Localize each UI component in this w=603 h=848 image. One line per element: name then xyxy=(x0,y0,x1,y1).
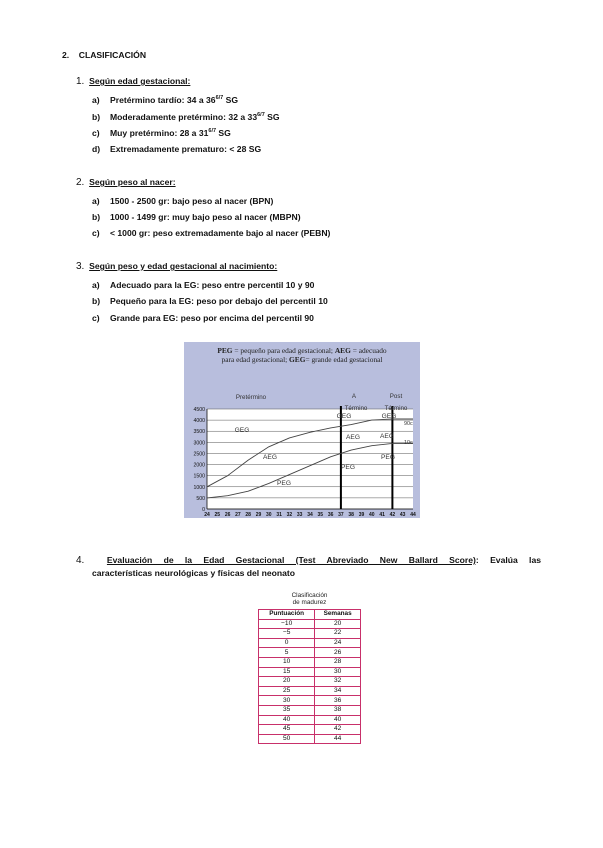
x-tick-label: 36 xyxy=(327,512,334,518)
score-cell: −5 xyxy=(259,629,315,639)
list1-item: b) Moderadamente pretérmino: 32 a $33^{6/7}$ SG xyxy=(92,112,280,122)
table-row xyxy=(259,705,361,715)
x-tick-label: 27 xyxy=(235,512,241,518)
list4-rest: : Evalúa las xyxy=(475,555,542,565)
table-row xyxy=(259,619,361,629)
list3-item: c) Grande para EG: peso por encima del percentil 90 xyxy=(92,313,314,323)
score-cell: 40 xyxy=(259,715,315,725)
y-tick-label: 0 xyxy=(202,507,205,513)
list1-number: 1. xyxy=(76,76,85,87)
zone-label-preterm: Pretérmino xyxy=(235,394,267,401)
x-tick-label: 35 xyxy=(317,512,324,518)
weeks-cell: 22 xyxy=(315,629,361,639)
table-header: Semanas xyxy=(315,610,361,620)
list1-item: c) Muy pretérmino: 28 a $31^{6/7}$ SG xyxy=(92,128,231,138)
maturity-table-title: Clasificación de madurez xyxy=(291,592,328,606)
list1-item: d) Extremadamente prematuro: < 28 SG xyxy=(92,144,262,154)
list1-item: a) Pretérmino tardío: 34 a $36^{6/7}$ SG xyxy=(92,95,239,105)
list1-title: Según edad gestacional: xyxy=(89,76,191,86)
weeks-cell: 26 xyxy=(315,648,361,658)
x-tick-label: 39 xyxy=(358,512,365,518)
list1-heading xyxy=(76,76,190,87)
y-tick-label: 1000 xyxy=(193,484,205,491)
x-tick-label: 26 xyxy=(224,512,231,518)
zone-label-term: A Término xyxy=(344,393,368,412)
x-tick-label: 30 xyxy=(266,512,272,518)
x-tick-label: 38 xyxy=(348,512,354,518)
weeks-cell: 20 xyxy=(315,619,361,629)
weeks-cell: 24 xyxy=(315,638,361,648)
region-label: AEG xyxy=(263,454,277,461)
zone-label-postterm: Post Término xyxy=(384,393,408,412)
table-row xyxy=(259,696,361,706)
weeks-cell: 34 xyxy=(315,686,361,696)
list3-title: Según peso y edad gestacional al nacimiento: xyxy=(89,261,278,271)
weeks-cell: 36 xyxy=(315,696,361,706)
curve-label-90c: 90c xyxy=(404,421,413,427)
y-tick-label: 1500 xyxy=(193,473,205,480)
list3-item: a) Adecuado para la EG: peso entre percentil 10 y 90 xyxy=(92,280,315,290)
section-number: 2. xyxy=(62,50,70,60)
list4-title: Evaluación de la Edad Gestacional (Test Abreviado New Ballard Score) xyxy=(106,555,476,565)
region-label: PEG xyxy=(277,480,291,487)
x-tick-label: 43 xyxy=(399,512,406,518)
score-cell: 0 xyxy=(259,638,315,648)
weeks-cell: 44 xyxy=(315,734,361,744)
table-row xyxy=(259,657,361,667)
list4-paragraph xyxy=(76,552,541,569)
x-tick-label: 42 xyxy=(389,512,396,518)
region-label: GEG xyxy=(336,413,352,420)
table-row xyxy=(259,686,361,696)
table-header: Puntuación xyxy=(259,610,315,620)
score-cell: 10 xyxy=(259,657,315,667)
list2-item: b) 1000 - 1499 gr: muy bajo peso al nacer (MBPN) xyxy=(92,212,301,222)
table-row xyxy=(259,715,361,725)
region-label: PEG xyxy=(341,464,355,471)
table-row xyxy=(259,667,361,677)
growth-chart-figure xyxy=(184,342,420,518)
region-label: AEG xyxy=(380,433,394,440)
weeks-cell: 38 xyxy=(315,705,361,715)
region-label: PEG xyxy=(381,454,395,461)
weeks-cell: 42 xyxy=(315,725,361,735)
table-row xyxy=(259,638,361,648)
x-tick-label: 25 xyxy=(214,512,221,518)
list4-line2: características neurológicas y físicas del neonato xyxy=(92,568,295,578)
weeks-cell: 30 xyxy=(315,667,361,677)
maturity-table-block xyxy=(258,592,361,744)
x-tick-label: 32 xyxy=(286,512,293,518)
x-tick-label: 29 xyxy=(255,512,262,518)
score-cell: 20 xyxy=(259,677,315,687)
y-tick-label: 3000 xyxy=(193,440,205,447)
y-tick-label: 2000 xyxy=(193,462,205,469)
y-tick-label: 4000 xyxy=(193,418,205,425)
curve-label-10c: 10c xyxy=(404,440,413,446)
list2-item: c) < 1000 gr: peso extremadamente bajo al nacer (PEBN) xyxy=(92,228,331,238)
weeks-cell: 32 xyxy=(315,677,361,687)
list3-number: 3. xyxy=(76,261,85,272)
x-tick-label: 34 xyxy=(307,512,313,518)
weeks-cell: 40 xyxy=(315,715,361,725)
list2-item: a) 1500 - 2500 gr: bajo peso al nacer (BPN) xyxy=(92,196,274,206)
maturity-table xyxy=(258,609,361,744)
y-tick-label: 3500 xyxy=(193,429,205,436)
score-cell: 45 xyxy=(259,725,315,735)
section-heading xyxy=(62,50,146,60)
score-cell: 30 xyxy=(259,696,315,706)
score-cell: 15 xyxy=(259,667,315,677)
x-tick-label: 31 xyxy=(276,512,282,518)
score-cell: −10 xyxy=(259,619,315,629)
score-cell: 25 xyxy=(259,686,315,696)
region-label: AEG xyxy=(346,434,360,441)
weeks-cell: 28 xyxy=(315,657,361,667)
list3-heading xyxy=(76,261,277,272)
table-row xyxy=(259,734,361,744)
score-cell: 35 xyxy=(259,705,315,715)
list2-number: 2. xyxy=(76,177,85,188)
region-label: GEG xyxy=(234,427,250,434)
list4-number: 4. xyxy=(76,555,85,566)
x-tick-label: 44 xyxy=(410,512,416,518)
y-tick-label: 500 xyxy=(196,495,205,502)
figure-caption: PEG = pequeño para edad gestacional; AEG = adecuado para edad gestacional; GEG= grande edad gestacional xyxy=(217,346,387,364)
list3-item: b) Pequeño para la EG: peso por debajo del percentil 10 xyxy=(92,296,328,306)
x-tick-label: 41 xyxy=(379,512,385,518)
region-label: GEG xyxy=(381,413,397,420)
growth-chart xyxy=(184,342,420,518)
table-row xyxy=(259,648,361,658)
list2-title: Según peso al nacer: xyxy=(89,177,176,187)
table-row xyxy=(259,725,361,735)
y-tick-label: 2500 xyxy=(193,451,205,458)
list2-heading xyxy=(76,177,176,188)
x-tick-label: 33 xyxy=(296,512,303,518)
table-row xyxy=(259,677,361,687)
x-tick-label: 28 xyxy=(245,512,251,518)
y-tick-label: 4500 xyxy=(193,407,205,413)
score-cell: 50 xyxy=(259,734,315,744)
score-cell: 5 xyxy=(259,648,315,658)
x-tick-label: 37 xyxy=(338,512,344,518)
x-tick-label: 40 xyxy=(369,512,375,518)
section-title: CLASIFICACIÓN xyxy=(78,50,147,60)
x-tick-label: 24 xyxy=(204,512,210,518)
table-row xyxy=(259,629,361,639)
